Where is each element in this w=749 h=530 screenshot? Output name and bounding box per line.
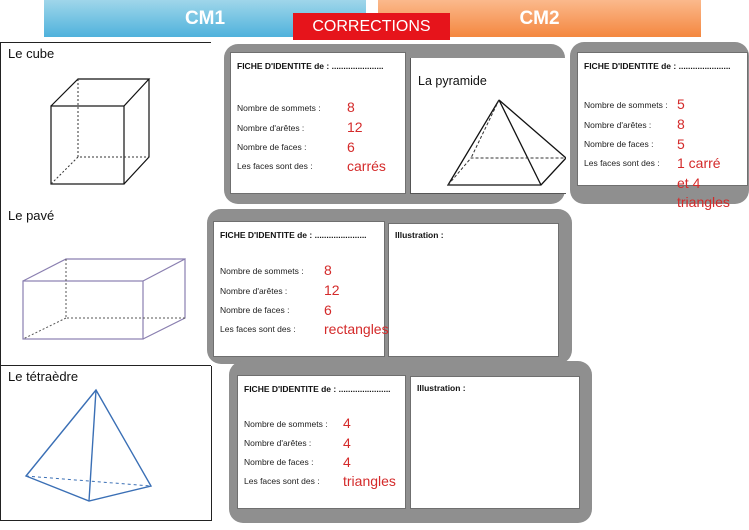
tetraedre-sommets-label: Nombre de sommets : — [244, 419, 328, 429]
pyramide-sommets-answer: 5 — [677, 96, 685, 112]
tetraedre-illustration — [410, 376, 580, 509]
pyramide-title: La pyramide — [418, 74, 487, 88]
tetraedre-drawing — [1, 366, 211, 520]
pyramide-type-label: Les faces sont des : — [584, 158, 660, 168]
pyramide-sheet — [577, 52, 748, 186]
pyramide-sheet-title: FICHE D'IDENTITE de : ...................... — [584, 61, 731, 71]
cube-sommets-answer: 8 — [347, 99, 355, 115]
pave-title: Le pavé — [8, 208, 55, 223]
pyramide-aretes-label: Nombre d'arêtes : — [584, 120, 652, 130]
cube-title: Le cube — [8, 46, 55, 61]
cube-panel — [0, 42, 211, 207]
cube-faces-label: Nombre de faces : — [237, 142, 307, 152]
tetraedre-title: Le tétraèdre — [8, 369, 79, 384]
cube-type-answer: carrés — [347, 158, 386, 174]
corrections-label: CORRECTIONS — [312, 17, 431, 35]
pave-illustration-title: Illustration : — [395, 230, 444, 240]
tetraedre-sommets-answer: 4 — [343, 415, 351, 431]
pave-sommets-label: Nombre de sommets : — [220, 266, 304, 276]
pyramide-sommets-label: Nombre de sommets : — [584, 100, 668, 110]
cube-faces-answer: 6 — [347, 139, 355, 155]
pyramide-drawing — [411, 58, 566, 193]
pave-panel — [0, 205, 211, 366]
pave-illustration — [388, 223, 559, 357]
pyramide-type-answer-line2: et 4 — [677, 175, 701, 191]
tetraedre-type-label: Les faces sont des : — [244, 476, 320, 486]
cube-type-label: Les faces sont des : — [237, 161, 313, 171]
cube-sheet-title: FICHE D'IDENTITE de : ...................... — [237, 61, 384, 71]
pyramide-faces-answer: 5 — [677, 136, 685, 152]
pave-aretes-label: Nombre d'arêtes : — [220, 286, 288, 296]
pave-faces-label: Nombre de faces : — [220, 305, 290, 315]
tetraedre-aretes-label: Nombre d'arêtes : — [244, 438, 312, 448]
cm1-label: CM1 — [184, 7, 226, 29]
cube-drawing — [1, 43, 211, 206]
cube-sommets-label: Nombre de sommets : — [237, 103, 321, 113]
pave-type-answer: rectangles — [324, 321, 389, 337]
corrections-banner — [293, 13, 450, 40]
pyramide-aretes-answer: 8 — [677, 116, 685, 132]
tetraedre-type-answer: triangles — [343, 473, 396, 489]
tetraedre-faces-label: Nombre de faces : — [244, 457, 314, 467]
pyramide-type-answer-line1: 1 carré — [677, 155, 721, 171]
pave-sommets-answer: 8 — [324, 262, 332, 278]
tetraedre-panel — [0, 366, 212, 521]
cube-aretes-answer: 12 — [347, 119, 363, 135]
tetraedre-sheet-title: FICHE D'IDENTITE de : ...................... — [244, 384, 391, 394]
pyramide-type-answer-line3: triangles — [677, 194, 730, 210]
pave-faces-answer: 6 — [324, 302, 332, 318]
cm2-label: CM2 — [519, 7, 560, 29]
cube-aretes-label: Nombre d'arêtes : — [237, 123, 305, 133]
pyramide-faces-label: Nombre de faces : — [584, 139, 654, 149]
pave-sheet-title: FICHE D'IDENTITE de : ...................... — [220, 230, 367, 240]
tetraedre-aretes-answer: 4 — [343, 435, 351, 451]
tetraedre-faces-answer: 4 — [343, 454, 351, 470]
pave-drawing — [1, 205, 211, 365]
pave-aretes-answer: 12 — [324, 282, 340, 298]
pyramide-panel — [410, 58, 566, 194]
tetraedre-illustration-title: Illustration : — [417, 383, 466, 393]
pave-type-label: Les faces sont des : — [220, 324, 296, 334]
